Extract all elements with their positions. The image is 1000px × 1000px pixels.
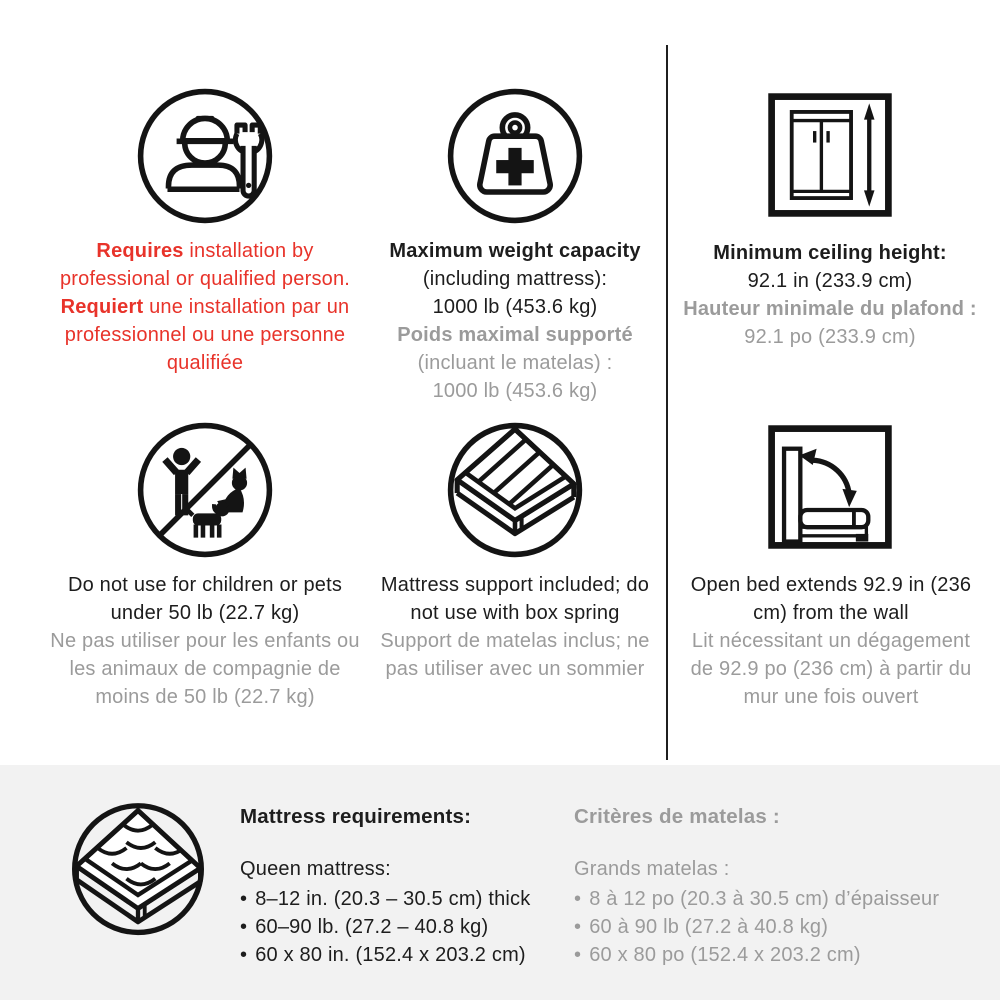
mattress-requirements-title-en: Mattress requirements: [240, 805, 472, 828]
open-bed-fr: Lit nécessitant un dégagement de 92.9 po (236 cm) à partir du mur une fois ouvert [690, 630, 972, 708]
slat-support-fr: Support de matelas inclus; ne pas utiliser avec un sommier [380, 630, 650, 680]
list-item: • 60 x 80 in. (152.4 x 203.2 cm) [240, 941, 550, 969]
ceiling-title-fr: Hauteur minimale du plafond : [683, 298, 977, 320]
list-item: • 8–12 in. (20.3 – 30.5 cm) thick [240, 885, 550, 913]
installation-note-fr: une installation par un professionnel ou une personne qualifiée [64, 296, 350, 374]
no-children-pets-icon [134, 419, 276, 561]
weight-capacity-note [360, 237, 670, 405]
mattress-requirements-subtitle-en: Queen mattress: [240, 858, 391, 880]
mattress-requirements-fr [574, 803, 954, 969]
weight-line2-fr: (incluant le matelas) : [417, 352, 613, 374]
ceiling-height-note [675, 239, 985, 351]
mattress-corner-icon [66, 799, 210, 943]
list-item: • 60 à 90 lb (27.2 à 40.8 kg) [574, 913, 954, 941]
no-children-pets-fr: Ne pas utiliser pour les enfants ou les animaux de compagnie de moins de 50 lb (22.7 kg) [50, 630, 360, 708]
mattress-requirements-en [240, 803, 550, 969]
mattress-requirements-subtitle-fr: Grands matelas : [574, 858, 730, 880]
weight-value-en: 1000 lb (453.6 kg) [432, 296, 598, 318]
installer-hardhat-wrench-icon [134, 85, 276, 227]
weight-title-en: Maximum weight capacity [389, 240, 641, 262]
ceiling-title-en: Minimum ceiling height: [713, 242, 947, 264]
installation-note-en: installation by professional or qualified person. [59, 240, 351, 290]
mattress-slat-support-icon [444, 419, 586, 561]
ceiling-height-cabinet-arrow-icon [763, 88, 897, 222]
slat-support-note [365, 571, 665, 683]
open-bed-note [678, 571, 984, 711]
list-item: • 8 à 12 po (20.3 à 30.5 cm) d’épaisseur [574, 885, 954, 913]
weight-line2-en: (including mattress): [422, 268, 608, 290]
ceiling-value-fr: 92.1 po (233.9 cm) [744, 326, 916, 348]
open-bed-wall-clearance-icon [763, 420, 897, 554]
installation-note [50, 237, 360, 377]
weight-title-fr: Poids maximal supporté [397, 324, 633, 346]
weight-value-fr: 1000 lb (453.6 kg) [432, 380, 598, 402]
no-children-pets-note [45, 571, 365, 711]
list-item: • 60–90 lb. (27.2 – 40.8 kg) [240, 913, 550, 941]
mattress-requirements-list-fr [574, 885, 954, 969]
installation-note-en-bold: Requires [96, 240, 184, 262]
mattress-requirements-band [0, 765, 1000, 1000]
no-children-pets-en: Do not use for children or pets under 50 lb (22.7 kg) [67, 574, 343, 624]
list-item: • 60 x 80 po (152.4 x 203.2 cm) [574, 941, 954, 969]
ceiling-value-en: 92.1 in (233.9 cm) [747, 270, 913, 292]
weight-plus-icon [444, 85, 586, 227]
open-bed-en: Open bed extends 92.9 in (236 cm) from the wall [690, 574, 972, 624]
installation-note-fr-bold: Requiert [60, 296, 144, 318]
mattress-requirements-title-fr: Critères de matelas : [574, 805, 780, 828]
mattress-requirements-list-en [240, 885, 550, 969]
slat-support-en: Mattress support included; do not use with box spring [380, 574, 650, 624]
